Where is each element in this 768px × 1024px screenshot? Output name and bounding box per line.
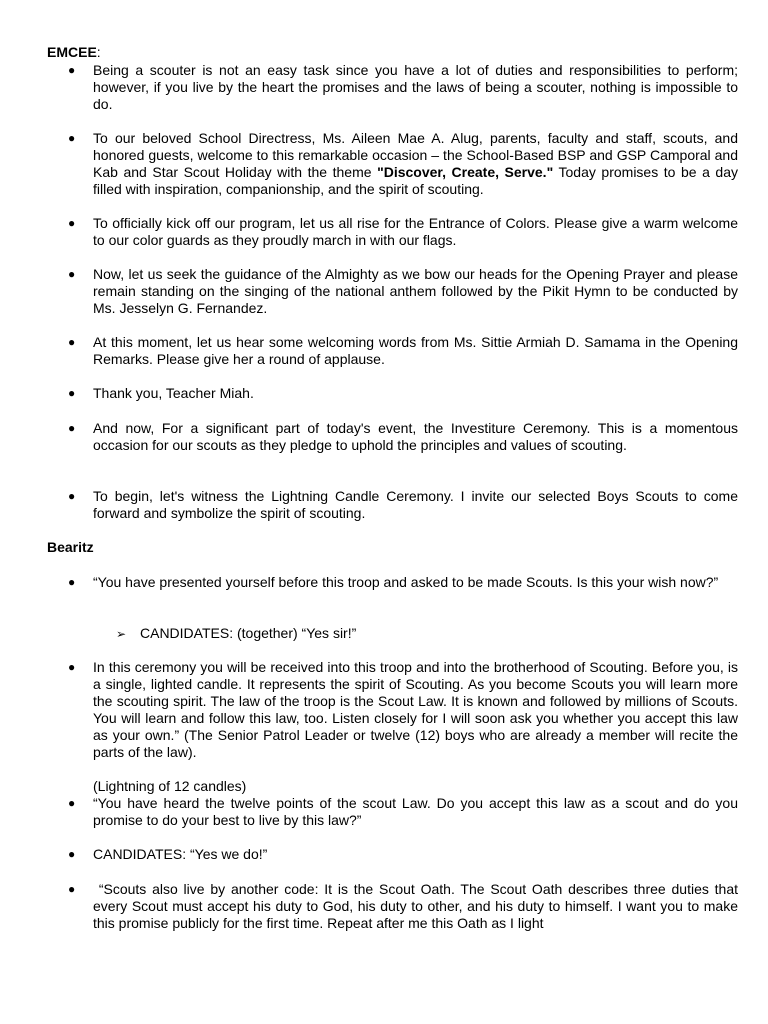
- bearitz-item-3: [68, 795, 738, 829]
- bearitz-item-5: [68, 881, 742, 932]
- bullet-icon: ●: [68, 575, 76, 589]
- bearitz-item-3-text: “You have heard the twelve points of the scout Law. Do you accept this law as a scout and do you promise to do your best to live by this law?”: [93, 795, 738, 828]
- bearitz-item-1: [68, 574, 738, 591]
- bearitz-item-2: [68, 659, 738, 761]
- emcee-item-1-text: Being a scouter is not an easy task since you have a lot of duties and responsibilities to perform; however, if you live by the heart the promises and the laws of being a scouter, nothing is impossible to do.: [93, 62, 738, 112]
- emcee-item-7-text: And now, For a significant part of today's event, the Investiture Ceremony. This is a momentous occasion for our scouts as they pledge to uphold the principles and values of scouting.: [93, 420, 738, 453]
- bullet-icon: ●: [68, 847, 76, 861]
- bullet-icon: ●: [68, 131, 76, 145]
- emcee-heading: [47, 44, 101, 61]
- bearitz-item-4-text: CANDIDATES: “Yes we do!”: [93, 846, 268, 862]
- bearitz-item-1-text: “You have presented yourself before this troop and asked to be made Scouts. Is this your wish now?”: [93, 574, 719, 590]
- emcee-item-4-text: Now, let us seek the guidance of the Almighty as we bow our heads for the Opening Prayer and please remain standing on the singing of the national anthem followed by the Pikit Hymn to be conducted by Ms. Jesselyn G. Fernandez.: [93, 266, 738, 316]
- bullet-icon: ●: [68, 335, 76, 349]
- emcee-item-1: [68, 62, 738, 113]
- emcee-item-2: [68, 130, 738, 198]
- emcee-item-8-text: To begin, let's witness the Lightning Candle Ceremony. I invite our selected Boys Scouts to come forward and symbolize the spirit of scouting.: [93, 488, 738, 521]
- theme-bold-text: "Discover, Create, Serve.": [377, 164, 554, 180]
- emcee-item-6: [68, 385, 738, 402]
- bearitz-sub-1-text: CANDIDATES: (together) “Yes sir!”: [140, 625, 357, 641]
- bearitz-item-5-text: “Scouts also live by another code: It is the Scout Oath. The Scout Oath describes three duties that every Scout must accept his duty to God, his duty to other, and his duty to himself. I want you to make this promise publicly for the first time. Repeat after me this Oath as I light: [93, 881, 742, 931]
- emcee-heading-text: EMCEE: [47, 44, 97, 60]
- emcee-heading-colon: :: [96, 44, 101, 60]
- bullet-icon: ●: [68, 660, 76, 674]
- bullet-icon: ●: [68, 216, 76, 230]
- emcee-item-4: [68, 266, 738, 317]
- emcee-item-2-after: Today promises to be a day filled with inspiration, companionship, and the spirit of scouting.: [93, 164, 738, 197]
- bearitz-note: (Lightning of 12 candles): [93, 778, 247, 794]
- bearitz-item-4: [68, 846, 738, 863]
- bearitz-heading: Bearitz: [47, 539, 94, 555]
- emcee-item-7: [68, 420, 738, 454]
- bullet-icon: ●: [68, 882, 76, 896]
- emcee-item-5-text: At this moment, let us hear some welcoming words from Ms. Sittie Armiah D. Samama in the Opening Remarks. Please give her a round of applause.: [93, 334, 738, 367]
- bearitz-sub-1: [116, 625, 716, 643]
- bullet-icon: ●: [68, 796, 76, 810]
- bullet-icon: ●: [68, 386, 76, 400]
- bullet-icon: ●: [68, 63, 76, 77]
- bullet-icon: ●: [68, 489, 76, 503]
- emcee-item-2-text: [93, 130, 738, 198]
- bullet-icon: ●: [68, 421, 76, 435]
- bullet-icon: ●: [68, 267, 76, 281]
- emcee-item-3: [68, 215, 738, 249]
- bearitz-item-2-text: In this ceremony you will be received into this troop and into the brotherhood of Scouting. Before you, is a single, lighted candle. It represents the spirit of Scouting. As you become Scouts you will learn more the scouting spirit. The law of the troop is the Scout Law. It is known and followed by millions of Scouts. You will learn and follow this law, too. Listen closely for I will soon ask you whether you accept this law as your own.” (The Senior Patrol Leader or twelve (12) boys who are already a member will recite the parts of the law).: [93, 659, 738, 760]
- emcee-item-6-text: Thank you, Teacher Miah.: [93, 385, 254, 401]
- emcee-item-3-text: To officially kick off our program, let us all rise for the Entrance of Colors. Please give a warm welcome to our color guards as they proudly march in with our flags.: [93, 215, 738, 248]
- emcee-item-8: [68, 488, 738, 522]
- arrow-bullet-icon: ➢: [116, 627, 127, 641]
- emcee-item-2-before: To our beloved School Directress, Ms. Aileen Mae A. Alug, parents, faculty and staff, scouts, and honored guests, welcome to this remarkable occasion – the School-Based BSP and GSP Camporal and Kab and Star Scout Holiday with the theme: [93, 130, 738, 180]
- emcee-item-5: [68, 334, 738, 368]
